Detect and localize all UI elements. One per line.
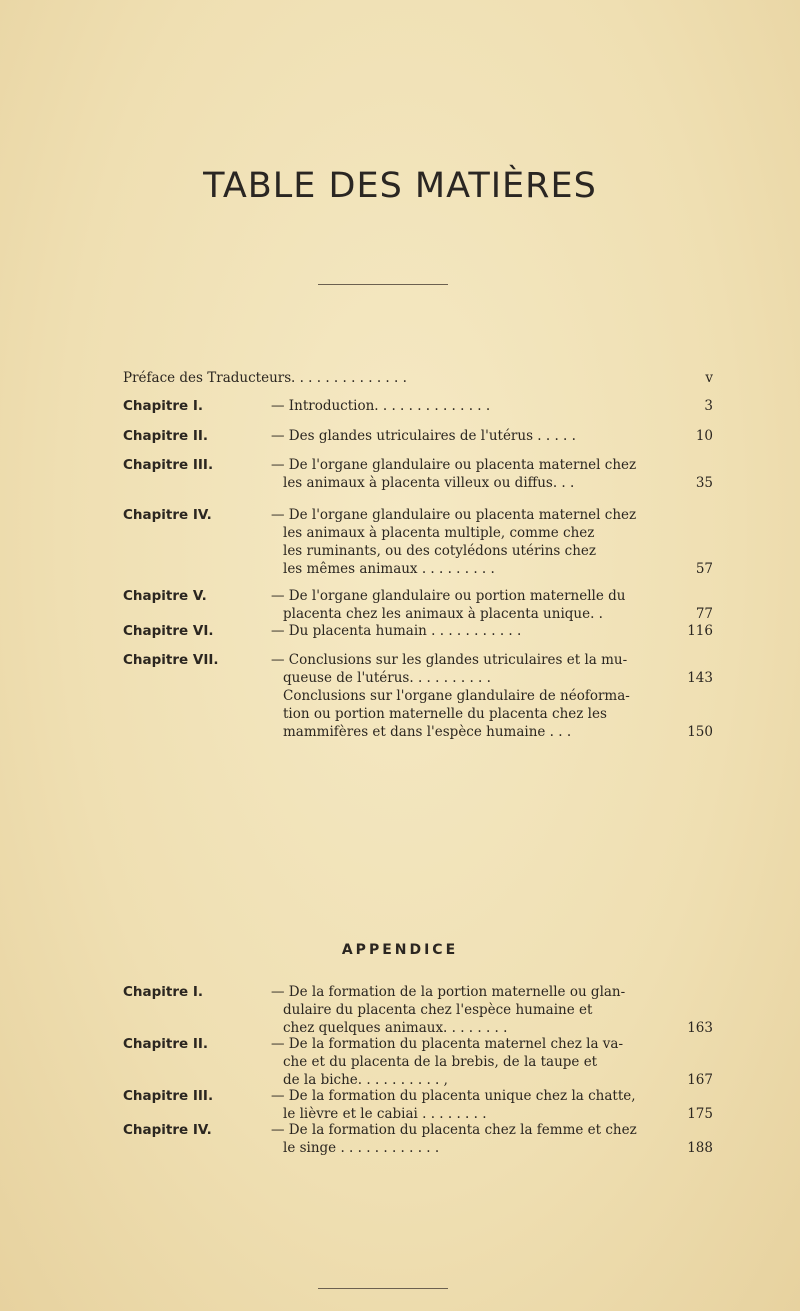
entry-label: Chapitre IV. [123,507,212,523]
entry-description [271,506,671,578]
toc-entry [123,427,713,445]
entry-description [271,651,671,687]
toc-entry [123,1087,713,1123]
entry-description [271,1121,671,1157]
footer-rule [318,1288,448,1289]
entry-label: Chapitre III. [123,457,214,473]
entry-line: tion ou portion maternelle du placenta chez les [283,706,607,722]
entry-line: che et du placenta de la brebis, de la taupe et [283,1054,598,1070]
entry-description [271,622,671,640]
entry-line: — De la formation du placenta maternel chez la va- [271,1036,624,1052]
entry-page-number: 77 [695,606,713,622]
appendix-heading: APPENDICE [341,942,459,958]
entry-line: . . . . . . . . . . . . . . [291,370,407,386]
entry-page-number: 35 [695,475,713,491]
entry-line: — Conclusions sur les glandes utriculaires et la mu- [271,652,628,668]
entry-description [271,427,671,445]
toc-entry [123,1035,713,1089]
entry-line: chez quelques animaux. . . . . . . . [283,1020,508,1036]
entry-label: Chapitre I. [123,398,204,414]
toc-entry [123,687,713,741]
entry-line: — Introduction. . . . . . . . . . . . . . [271,398,491,414]
entry-page-number: 143 [687,670,713,686]
entry-line: de la biche. . . . . . . . . . , [283,1072,448,1088]
toc-entry [123,983,713,1037]
entry-label: Chapitre VII. [123,652,219,668]
entry-line: — Des glandes utriculaires de l'utérus . . . . . [271,428,576,444]
entry-label: Chapitre II. [123,428,209,444]
toc-entry [123,1121,713,1157]
entry-line: mammifères et dans l'espèce humaine . . . [283,724,572,740]
toc-entry [123,369,713,387]
entry-line: — De l'organe glandulaire ou portion maternelle du [271,588,626,604]
entry-page-number: 10 [695,428,713,444]
toc-entry [123,622,713,640]
toc-entry [123,397,713,415]
entry-label: Préface des Traducteurs [123,370,292,386]
entry-line: placenta chez les animaux à placenta unique. . [283,606,603,622]
entry-label: Chapitre V. [123,588,207,604]
entry-description [271,456,671,492]
entry-page-number: 116 [687,623,713,639]
entry-page-number: v [705,370,713,386]
entry-page-number: 167 [687,1072,713,1088]
entry-line: — Du placenta humain . . . . . . . . . . . [271,623,522,639]
entry-page-number: 175 [687,1106,713,1122]
entry-description [291,369,691,387]
entry-label: Chapitre IV. [123,1122,212,1138]
entry-line: — De la formation du placenta chez la femme et chez [271,1122,637,1138]
entry-line: les animaux à placenta villeux ou diffus. . . [283,475,575,491]
entry-description [271,983,671,1037]
entry-page-number: 163 [687,1020,713,1036]
entry-line: queuse de l'utérus. . . . . . . . . . [283,670,491,686]
entry-line: le singe . . . . . . . . . . . . [283,1140,440,1156]
entry-line: Conclusions sur l'organe glandulaire de néoforma- [283,688,630,704]
toc-entry [123,506,713,578]
entry-line: — De l'organe glandulaire ou placenta maternel chez [271,507,637,523]
toc-entry [123,456,713,492]
entry-label: Chapitre II. [123,1036,209,1052]
entry-label: Chapitre VI. [123,623,214,639]
entry-line: les mêmes animaux . . . . . . . . . [283,561,495,577]
entry-line: les ruminants, ou des cotylédons utérins chez [283,543,597,559]
entry-line: — De la formation de la portion maternelle ou glan- [271,984,626,1000]
entry-description [271,397,671,415]
entry-page-number: 188 [687,1140,713,1156]
entry-page-number: 150 [687,724,713,740]
title-rule [318,284,448,285]
entry-line: — De l'organe glandulaire ou placenta maternel chez [271,457,637,473]
entry-line: — De la formation du placenta unique chez la chatte, [271,1088,636,1104]
entry-line: dulaire du placenta chez l'espèce humaine et [283,1002,593,1018]
entry-description [271,1087,671,1123]
entry-page-number: 57 [695,561,713,577]
entry-line: les animaux à placenta multiple, comme chez [283,525,595,541]
entry-description [271,1035,671,1089]
toc-entry [123,587,713,623]
entry-description [271,687,671,741]
entry-label: Chapitre III. [123,1088,214,1104]
entry-line: le lièvre et le cabiai . . . . . . . . [283,1106,487,1122]
entry-page-number: 3 [704,398,713,414]
toc-entry [123,651,713,687]
page-title: TABLE DES MATIÈRES [203,166,597,206]
entry-label: Chapitre I. [123,984,204,1000]
entry-description [271,587,671,623]
